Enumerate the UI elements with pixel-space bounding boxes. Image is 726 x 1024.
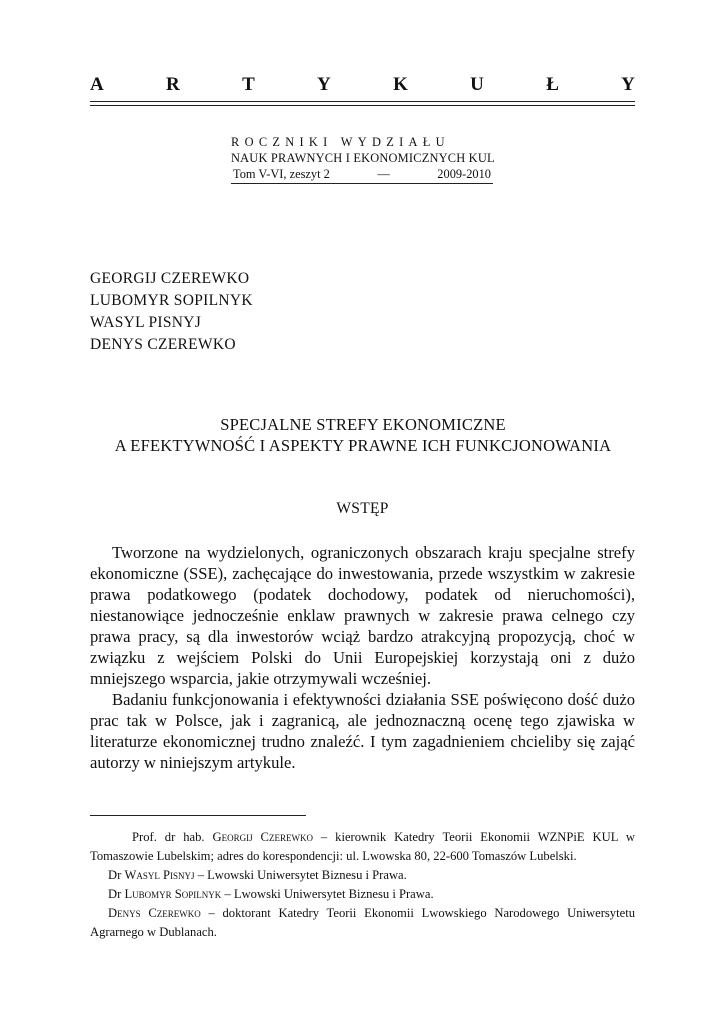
running-head-letter: R xyxy=(166,74,180,95)
running-head-rule xyxy=(90,101,635,106)
footnote xyxy=(90,866,635,885)
body-paragraph: Badaniu funkcjonowania i efektywności działania SSE poświęcono dość dużo prac tak w Polsce, jak i zagranicą, ale jednoznaczną ocenę tego zjawiska w literaturze ekonomicznej trudno znaleźć. I tym zagadnieniem chcieliby się zająć autorzy w niniejszym artykule. xyxy=(90,690,635,772)
running-head-letter: Y xyxy=(317,74,331,95)
running-head-letter: Y xyxy=(621,74,635,95)
footnote-text: – kierownik Katedry Teorii Ekonomii WZNPiE KUL w Tomaszowie Lubelskim; adres do korespondencji: ul. Lwowska 80, 22-600 Tomaszów Lubelski. xyxy=(90,830,635,863)
author-list xyxy=(90,268,253,356)
footnote-text: – doktorant Katedry Teorii Ekonomii Lwowskiego Narodowego Uniwersytetu Agrarnego w Dublanach. xyxy=(90,906,635,939)
journal-dash: — xyxy=(377,167,390,181)
footnote-author-name: Lubomyr Sopilnyk xyxy=(124,887,222,901)
running-head xyxy=(90,74,635,96)
footnote-prefix: Dr xyxy=(108,868,125,882)
footnotes xyxy=(90,828,635,942)
journal-years: 2009-2010 xyxy=(437,167,491,181)
author-name: DENYS CZEREWKO xyxy=(90,336,236,353)
footnote xyxy=(90,828,635,866)
article-title xyxy=(80,414,646,456)
author-name: GEORGIJ CZEREWKO xyxy=(90,270,250,287)
running-head-letter: K xyxy=(393,74,408,95)
footnote-author-name: Wasyl Pisnyj xyxy=(124,868,195,882)
body-paragraph: Tworzone na wydzielonych, ograniczonych obszarach kraju specjalne strefy ekonomiczne (SSE), zachęcające do inwestowania, przede wszystkim w zakresie prawa podatkowego (podatek dochodowy, podatek od nieruchomości), niestanowiące jednocześnie enklaw prawnych w zakresie prawa celnego czy prawa pracy, są dla inwestorów wciąż bardzo atrakcyjną propozycją, choć w związku z wejściem Polski do Unii Europejskiej korzystają oni z dużo mniejszego wsparcia, jakie otrzymywali wcześniej. xyxy=(90,543,635,688)
running-head-letter: U xyxy=(470,74,484,95)
running-head-letter: Ł xyxy=(546,74,559,95)
journal-volume: Tom V-VI, zeszyt 2 xyxy=(233,167,330,181)
running-head-letter: T xyxy=(242,74,255,95)
running-head-letter: A xyxy=(90,74,104,95)
author-name: LUBOMYR SOPILNYK xyxy=(90,292,253,309)
article-title-line2: A EFEKTYWNOŚĆ I ASPEKTY PRAWNE ICH FUNKCJONOWANIA xyxy=(114,436,612,455)
journal-volume-line xyxy=(231,166,493,184)
section-heading: WSTĘP xyxy=(336,500,389,517)
footnote-prefix: Dr xyxy=(108,887,125,901)
journal-name-line2: NAUK PRAWNYCH I EKONOMICZNYCH KUL xyxy=(231,151,495,165)
body-text xyxy=(90,542,635,773)
footnote-text: – Lwowski Uniwersytet Biznesu i Prawa. xyxy=(221,887,434,901)
footnote-prefix: Prof. dr hab. xyxy=(132,830,213,844)
footnote-author-name: Denys Czerewko xyxy=(108,906,201,920)
footnote xyxy=(90,904,635,942)
journal-header xyxy=(231,134,493,184)
footnote-author-name: Georgij Czerewko xyxy=(212,830,313,844)
author-name: WASYL PISNYJ xyxy=(90,314,202,331)
footnote xyxy=(90,885,635,904)
footnote-text: – Lwowski Uniwersytet Biznesu i Prawa. xyxy=(194,868,407,882)
footnote-rule xyxy=(90,815,306,816)
journal-name-line1: ROCZNIKI WYDZIAŁU xyxy=(231,135,450,149)
article-title-line1: SPECJALNE STREFY EKONOMICZNE xyxy=(220,415,506,434)
